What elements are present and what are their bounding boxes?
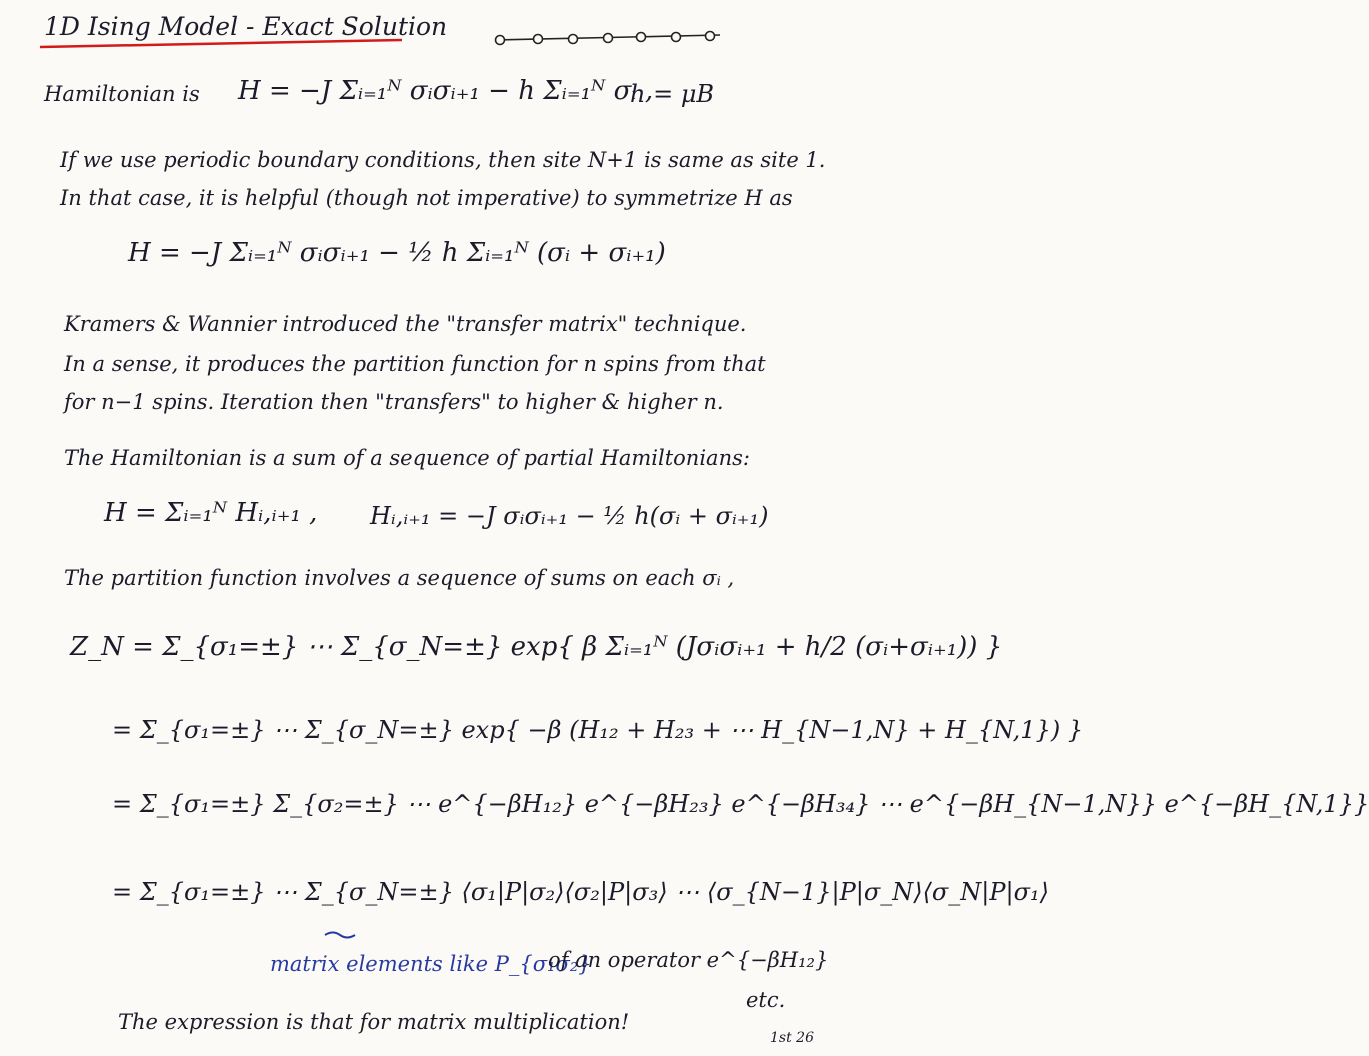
equation-symmetrized-hamiltonian: H = −J Σᵢ₌₁ᴺ σᵢσᵢ₊₁ − ½ h Σᵢ₌₁ᴺ (σᵢ + σᵢ₊₁) bbox=[128, 238, 666, 268]
title-underline bbox=[40, 40, 402, 47]
kramers-wannier-line-1: Kramers & Wannier introduced the "transfer matrix" technique. bbox=[64, 312, 747, 336]
hamiltonian-label: Hamiltonian is bbox=[44, 82, 200, 106]
page-title: 1D Ising Model - Exact Solution bbox=[44, 12, 448, 41]
equation-partial-hamiltonian: Hᵢ,ᵢ₊₁ = −J σᵢσᵢ₊₁ − ½ h(σᵢ + σᵢ₊₁) bbox=[370, 502, 769, 530]
equation-hamiltonian-sum: H = Σᵢ₌₁ᴺ Hᵢ,ᵢ₊₁ , bbox=[104, 498, 318, 528]
etc-note: etc. bbox=[746, 988, 786, 1012]
kramers-wannier-line-2: In a sense, it produces the partition function for n spins from that bbox=[64, 352, 766, 376]
equation-partition-function-2: = Σ_{σ₁=±} ⋯ Σ_{σ_N=±} exp{ −β (H₁₂ + H₂₃ + ⋯ H_{N−1,N} + H_{N,1}) } bbox=[112, 716, 1084, 744]
equation-partition-function-4: = Σ_{σ₁=±} ⋯ Σ_{σ_N=±} ⟨σ₁|P|σ₂⟩⟨σ₂|P|σ₃⟩ ⋯ ⟨σ_{N−1}|P|σ_N⟩⟨σ_N|P|σ₁⟩ bbox=[112, 878, 1049, 906]
h-definition: h = μB bbox=[630, 80, 715, 108]
equation-hamiltonian: H = −J Σᵢ₌₁ᴺ σᵢσᵢ₊₁ − h Σᵢ₌₁ᴺ σᵢ , bbox=[238, 76, 654, 106]
conclusion-text: The expression is that for matrix multiplication! bbox=[118, 1010, 630, 1034]
operator-note: of an operator e^{−βH₁₂} bbox=[548, 948, 829, 972]
spin-chain-icon bbox=[495, 32, 720, 45]
matrix-elements-note: matrix elements like P_{σ₁σ₂} bbox=[270, 952, 592, 976]
page-number: 1st 26 bbox=[770, 1030, 814, 1046]
pbc-line-2: In that case, it is helpful (though not imperative) to symmetrize H as bbox=[60, 186, 793, 210]
equation-partition-function: Z_N = Σ_{σ₁=±} ⋯ Σ_{σ_N=±} exp{ β Σᵢ₌₁ᴺ (Jσᵢσᵢ₊₁ + h/2 (σᵢ+σᵢ₊₁)) } bbox=[70, 632, 1003, 662]
kramers-wannier-line-3: for n−1 spins. Iteration then "transfers" to higher & higher n. bbox=[64, 390, 724, 414]
underbrace-mark bbox=[325, 933, 355, 938]
pbc-line-1: If we use periodic boundary conditions, then site N+1 is same as site 1. bbox=[60, 148, 826, 172]
partial-hamiltonians-text: The Hamiltonian is a sum of a sequence of partial Hamiltonians: bbox=[64, 446, 750, 470]
equation-partition-function-3: = Σ_{σ₁=±} Σ_{σ₂=±} ⋯ e^{−βH₁₂} e^{−βH₂₃} e^{−βH₃₄} ⋯ e^{−βH_{N−1,N}} e^{−βH_{N,1}} bbox=[112, 790, 1369, 818]
partition-function-intro: The partition function involves a sequence of sums on each σᵢ , bbox=[64, 566, 735, 590]
